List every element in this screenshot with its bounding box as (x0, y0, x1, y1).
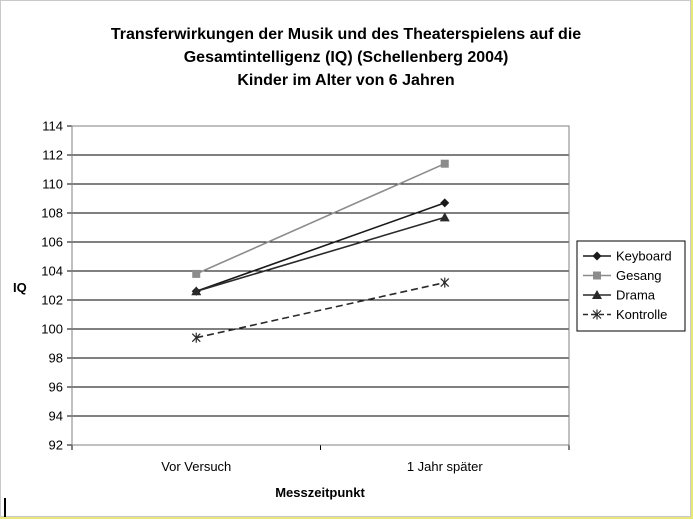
y-tick-label: 96 (49, 380, 63, 395)
point-drama-1 (440, 212, 450, 221)
point-kontrolle-1 (441, 278, 449, 288)
chart-title (111, 26, 581, 89)
text-cursor-mark (4, 498, 6, 518)
series-line-drama (196, 217, 445, 291)
legend-label-kontrolle: Kontrolle (616, 307, 667, 322)
series-markers (191, 160, 450, 343)
title-line-1: Transferwirkungen der Musik und des Theaterspielens auf die (111, 26, 581, 43)
y-tick-label: 100 (41, 322, 63, 337)
y-tick-label: 108 (41, 206, 63, 221)
series-line-keyboard (196, 203, 445, 291)
y-tick-label: 98 (49, 351, 63, 366)
x-axis-label: Messzeitpunkt (275, 485, 365, 500)
point-gesang-0 (192, 270, 200, 278)
y-tick-label: 94 (49, 409, 63, 424)
point-gesang-1 (441, 160, 449, 168)
y-tick-label: 104 (41, 264, 63, 279)
legend-label-keyboard: Keyboard (616, 249, 672, 264)
y-tick-label: 92 (49, 438, 63, 453)
grid-lines (72, 126, 569, 445)
legend-label-drama: Drama (616, 288, 656, 303)
y-tick-label: 106 (41, 235, 63, 250)
y-tick-label: 110 (42, 177, 63, 192)
plot-area (72, 126, 569, 445)
title-line-3: Kinder im Alter von 6 Jahren (237, 72, 454, 89)
series-lines (196, 164, 445, 338)
x-axis-ticks (72, 445, 569, 474)
title-line-2: Gesamtintelligenz (IQ) (Schellenberg 2004) (184, 49, 509, 66)
y-axis-label: IQ (13, 280, 27, 295)
series-line-gesang (196, 164, 445, 274)
legend-label-gesang: Gesang (616, 268, 662, 283)
y-tick-label: 102 (41, 293, 63, 308)
x-tick-label: 1 Jahr später (407, 459, 484, 474)
legend-marker-gesang (593, 272, 601, 280)
y-tick-label: 112 (42, 148, 63, 163)
x-tick-label: Vor Versuch (161, 459, 231, 474)
legend (577, 241, 685, 331)
point-keyboard-1 (440, 198, 449, 207)
y-tick-label: 114 (42, 119, 63, 134)
line-chart (1, 1, 690, 516)
y-axis-ticks (41, 119, 72, 453)
